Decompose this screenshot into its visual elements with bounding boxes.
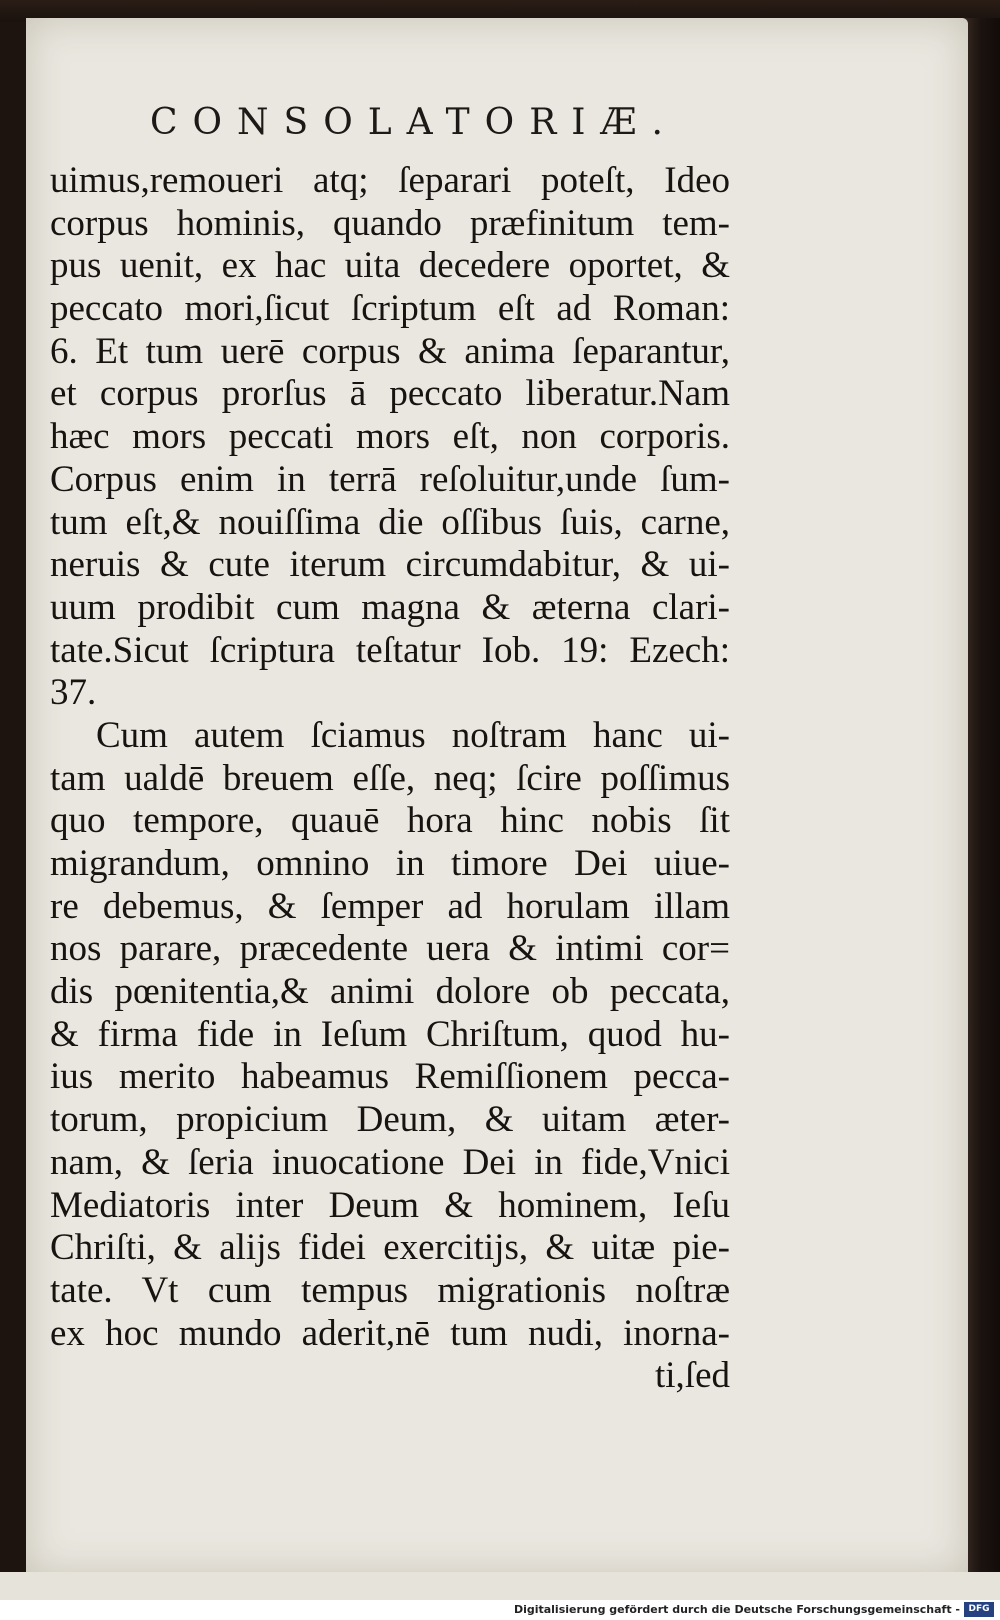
text-line: nam, & ſeria inuocatione Dei in fide,Vnici	[50, 1141, 730, 1183]
text-line: & firma fide in Ieſum Chriſtum, quod hu-	[50, 1013, 730, 1055]
text-line: migrandum, omnino in timore Dei uiue-	[50, 843, 730, 884]
text-line: torum, propicium Deum, & uitam æter-	[50, 1099, 730, 1141]
text-line: nos parare, præcedente uera & intimi cor=	[50, 928, 730, 970]
text-line: re debemus, & ſemper ad horulam illam	[50, 885, 730, 927]
text-line: tate.Sicut ſcriptura teſtatur Iob. 19: Ezech:	[50, 629, 730, 671]
text-line: ius merito habeamus Remiſſionem pecca-	[50, 1056, 730, 1098]
text-line: Mediatoris inter Deum & hominem, Ieſu	[50, 1184, 730, 1226]
paragraph-start-line: Cum autem ſciamus noſtram hanc ui-	[96, 714, 730, 756]
page-bottom-margin	[0, 1572, 1000, 1600]
text-line: hæc mors peccati mors eſt, non corporis.	[50, 416, 730, 458]
text-line: dis pœnitentia,& animi dolore ob peccata,	[50, 971, 730, 1013]
text-line: tate. Vt cum tempus migrationis noſtræ	[50, 1269, 730, 1311]
text-line: et corpus prorſus ā peccato liberatur.Nam	[50, 373, 730, 415]
text-line: tam ualdē breuem eſſe, neq; ſcire poſſimus	[50, 757, 730, 799]
text-line: uimus,remoueri atq; ſeparari poteſt, Ideo	[50, 160, 730, 201]
text-line: peccato mori,ſicut ſcriptum eſt ad Roman:	[50, 288, 730, 330]
text-line: Corpus enim in terrā reſoluitur,unde ſum-	[50, 458, 730, 500]
text-line: neruis & cute iterum circumdabitur, & ui-	[50, 544, 730, 586]
text-line: uum prodibit cum magna & æterna clari-	[50, 586, 730, 628]
text-line: 6. Et tum uerē corpus & anima ſeparantur,	[50, 330, 730, 372]
catchword: ti,ſed	[654, 1355, 730, 1397]
text-line: 37.	[50, 672, 97, 714]
text-line: corpus hominis, quando præfinitum tem-	[50, 202, 730, 244]
running-head: CONSOLATORIÆ.	[150, 102, 678, 143]
body-text	[50, 160, 730, 1398]
dfg-logo: DFG	[964, 1602, 994, 1617]
text-line: quo tempore, quauē hora hinc nobis ſit	[50, 800, 730, 842]
text-line: pus uenit, ex hac uita decedere oportet, &	[50, 245, 730, 287]
text-line: tum eſt,& nouiſſima die oſſibus ſuis, carne,	[50, 501, 730, 543]
text-line: ex hoc mundo aderit,nē tum nudi, inorna-	[50, 1312, 730, 1354]
text-line: Chriſti, & alijs fidei exercitijs, & uitæ pie-	[50, 1227, 730, 1269]
funding-credit: Digitalisierung gefördert durch die Deutsche Forschungsgemeinschaft -	[513, 1603, 960, 1616]
